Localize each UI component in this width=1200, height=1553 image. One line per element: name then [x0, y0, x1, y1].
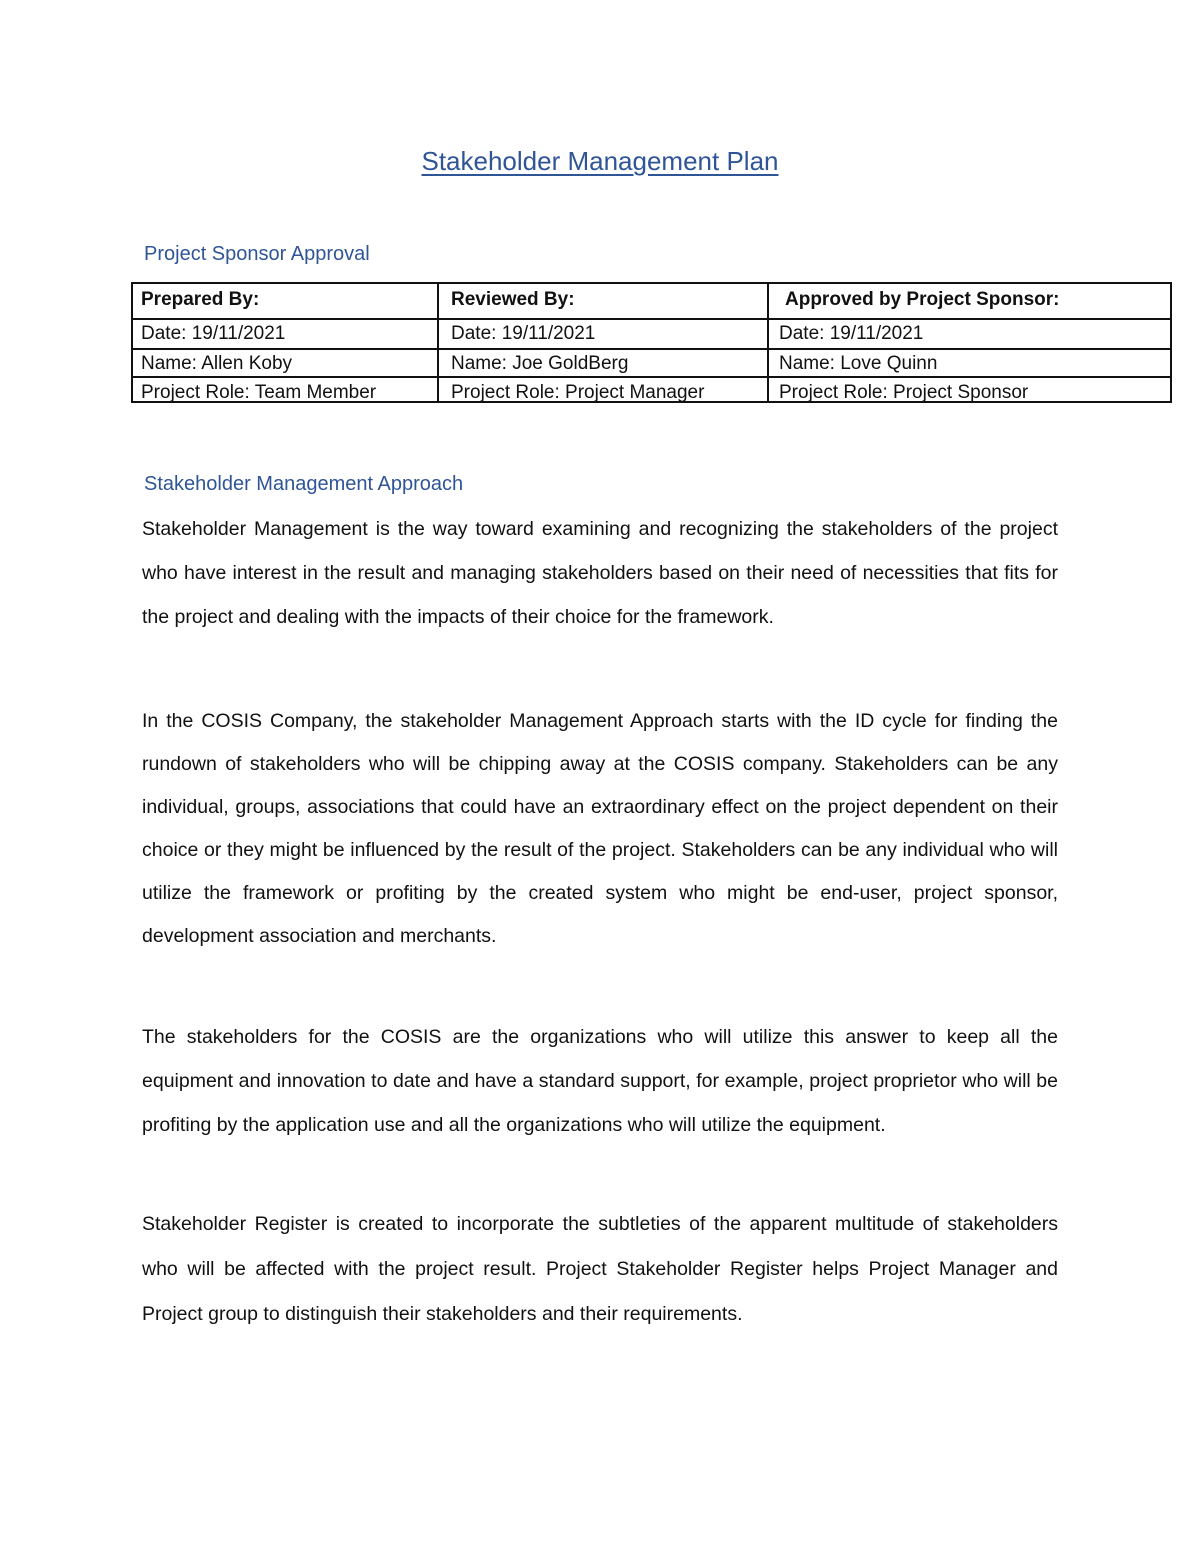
table-header-cell: Prepared By:	[141, 289, 260, 310]
table-cell: Project Role: Project Sponsor	[767, 378, 1170, 401]
table-row	[133, 318, 1170, 348]
table-header-cell: Reviewed By:	[437, 284, 767, 318]
body-paragraph: Stakeholder Register is created to incorporate the subtleties of the apparent multitude of stakeholders who will be affected with the project result. Project Stakeholder Register helps Project Manager and Project group to distinguish their stakeholders and their requirements.	[142, 1213, 1058, 1325]
body-paragraph: The stakeholders for the COSIS are the organizations who will utilize this answer to keep all the equipment and innovation to date and have a standard support, for example, project proprietor who will be profiting by the application use and all the organizations who will utilize the equipment.	[142, 1026, 1058, 1136]
table-cell: Date: 19/11/2021	[141, 323, 286, 344]
approval-heading: Project Sponsor Approval	[144, 243, 370, 265]
table-cell: Name: Allen Koby	[141, 353, 293, 374]
body-paragraph: Stakeholder Management is the way toward examining and recognizing the stakeholders of the project who have interest in the result and managing stakeholders based on their need of necessities that fits for the project and dealing with the impacts of their choice for the framework.	[142, 518, 1058, 628]
body-paragraph: In the COSIS Company, the stakeholder Management Approach starts with the ID cycle for finding the rundown of stakeholders who will be chipping away at the COSIS company. Stakeholders can be any individual, groups, associations that could have an extraordinary effect on the project dependent on their choice or they might be influenced by the result of the project. Stakeholders can be any individual who will utilize the framework or profiting by the created system who might be end-user, project sponsor, development association and merchants.	[142, 710, 1058, 947]
approval-table	[131, 282, 1172, 403]
table-cell: Date: 19/11/2021	[437, 320, 767, 348]
table-row	[133, 376, 1170, 401]
table-header-row	[133, 284, 1170, 318]
table-cell: Name: Love Quinn	[767, 350, 1170, 376]
table-header-cell: Approved by Project Sponsor:	[767, 284, 1170, 318]
table-cell: Date: 19/11/2021	[767, 320, 1170, 348]
table-cell: Project Role: Team Member	[141, 382, 377, 401]
document-title: Stakeholder Management Plan	[421, 146, 779, 176]
table-cell: Project Role: Project Manager	[437, 378, 767, 401]
approach-heading: Stakeholder Management Approach	[144, 473, 464, 495]
table-cell: Name: Joe GoldBerg	[437, 350, 767, 376]
table-row	[133, 348, 1170, 376]
